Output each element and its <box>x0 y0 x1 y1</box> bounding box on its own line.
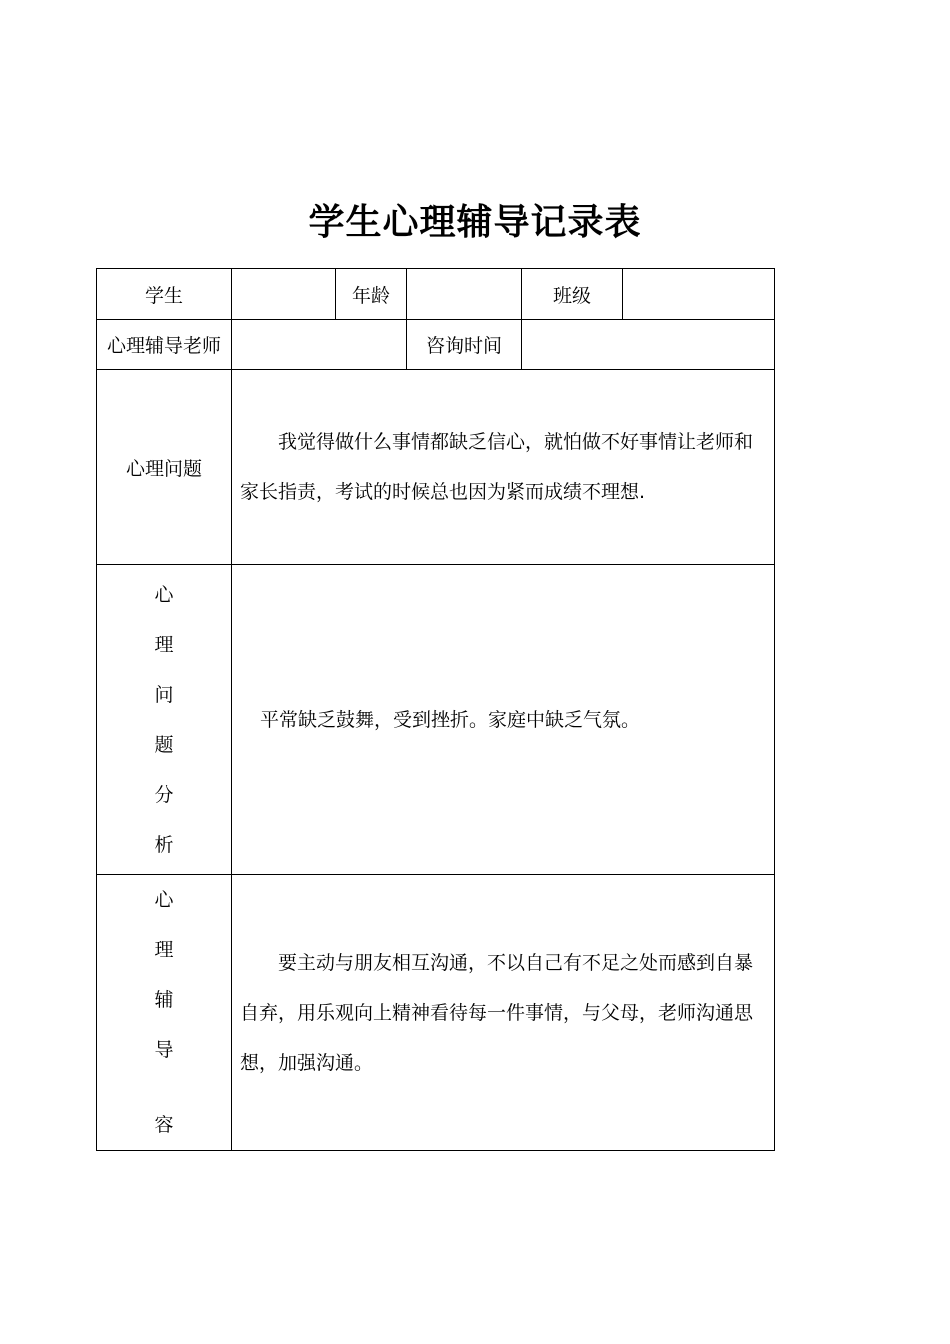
analysis-text: 平常缺乏鼓舞，受到挫折。家庭中缺乏气氛。 <box>260 708 641 731</box>
student-value-cell[interactable] <box>232 269 336 320</box>
problem-label: 心理问题 <box>97 370 232 565</box>
analysis-label-char: 题 <box>154 733 174 756</box>
consult-time-value-cell[interactable] <box>522 320 775 370</box>
teacher-row <box>97 320 775 370</box>
problem-row <box>97 370 775 565</box>
analysis-label-char: 分 <box>154 783 174 806</box>
analysis-label-char: 析 <box>154 833 174 856</box>
counseling-record-table <box>96 268 775 1151</box>
analysis-label-char: 问 <box>154 683 174 706</box>
page-title: 学生心理辅导记录表 <box>308 202 642 243</box>
guidance-label-char: 容 <box>154 1114 174 1136</box>
guidance-label <box>97 875 232 1151</box>
guidance-label-char: 导 <box>154 1039 174 1061</box>
guidance-label-char: 心 <box>154 889 174 911</box>
class-label: 班级 <box>522 269 623 320</box>
problem-cell <box>232 370 775 565</box>
analysis-label <box>97 565 232 875</box>
age-label: 年龄 <box>336 269 407 320</box>
guidance-label-char: 辅 <box>154 989 174 1011</box>
guidance-row <box>97 875 775 1151</box>
guidance-label-gap <box>97 1075 231 1100</box>
student-label: 学生 <box>97 269 232 320</box>
age-value-cell[interactable] <box>407 269 522 320</box>
class-value-cell[interactable] <box>623 269 775 320</box>
guidance-label-char: 理 <box>154 939 174 961</box>
problem-text: 我觉得做什么事情都缺乏信心，就怕做不好事情让老师和家长指责，考试的时候总也因为紧而成绩不理想. <box>240 431 754 503</box>
teacher-label: 心理辅导老师 <box>97 320 232 370</box>
student-info-row <box>97 269 775 320</box>
analysis-label-char: 理 <box>154 633 174 656</box>
analysis-label-char: 心 <box>154 583 174 606</box>
analysis-cell <box>232 565 775 875</box>
guidance-text: 要主动与朋友相互沟通，不以自己有不足之处而感到自暴自弃，用乐观向上精神看待每一件事情，与父母，老师沟通思想，加强沟通。 <box>240 951 754 1074</box>
consult-time-label: 咨询时间 <box>407 320 522 370</box>
teacher-value-cell[interactable] <box>232 320 407 370</box>
analysis-row <box>97 565 775 875</box>
guidance-cell <box>232 875 775 1151</box>
